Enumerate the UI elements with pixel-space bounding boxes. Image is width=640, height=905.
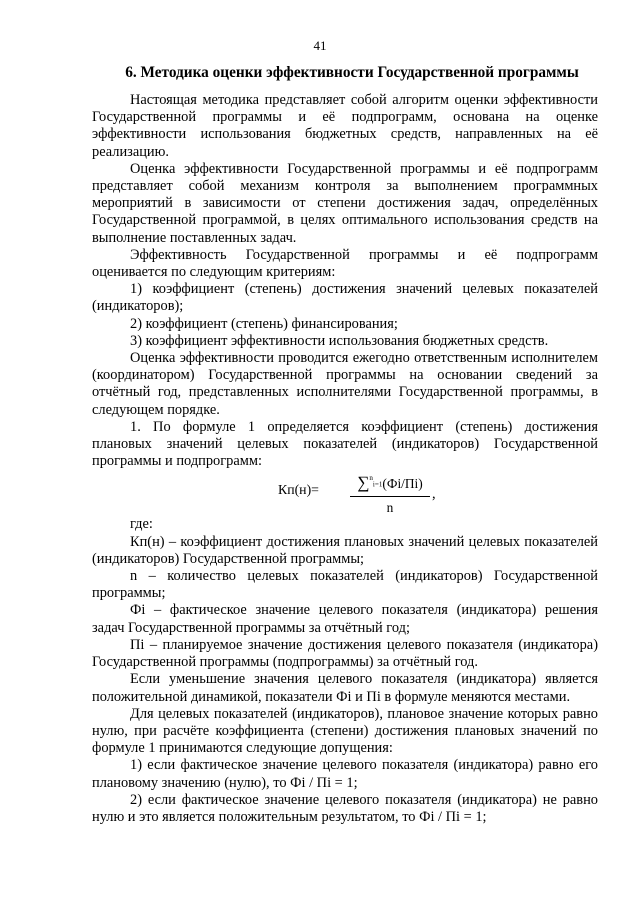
- list-item: 1) коэффициент (степень) достижения значений целевых показателей (индикаторов);: [92, 281, 598, 315]
- paragraph: Оценка эффективности проводится ежегодно ответственным исполнителем (координатором) Государственной программы на основании сведений за отчётный год, представленных исполнителями Государственной программы, в следующем порядке.: [92, 350, 598, 418]
- paragraph: Эффективность Государственной программы и её подпрограмм оценивается по следующим критериям:: [92, 246, 598, 281]
- paragraph: Для целевых показателей (индикаторов), плановое значение которых равно нулю, при расчёте коэффициента (степени) достижения плановых значений по формуле 1 принимаются следующие допущения:: [92, 705, 598, 757]
- definition-item: Пi – планируемое значение достижения целевого показателя (индикатора) Государственной программы (подпрограммы) за отчётный год.: [92, 636, 598, 671]
- formula-fraction: [350, 470, 430, 516]
- list-item: 2) если фактическое значение целевого показателя (индикатора) не равно нулю и это является положительным результатом, то Фi / Пi = 1;: [92, 791, 598, 825]
- formula-comma: ,: [432, 486, 436, 503]
- paragraph: Настоящая методика представляет собой алгоритм оценки эффективности Государственной программы и её подпрограмм, основана на оценке эффективности использования бюджетных средств, направленных на её реализацию.: [92, 92, 598, 160]
- list-item: 2) коэффициент (степень) финансирования;: [130, 315, 398, 332]
- paragraph: Если уменьшение значения целевого показателя (индикатора) является положительной динамикой, показатели Фi и Пi в формуле меняются местами.: [92, 671, 598, 705]
- formula-denominator: n: [386, 500, 394, 516]
- definition-item: n – количество целевых показателей (индикаторов) Государственной программы;: [92, 568, 598, 602]
- definition-item: Фi – фактическое значение целевого показателя (индикатора) решения задач Государственной программы за отчётный год;: [92, 602, 598, 636]
- sum-upper-limit: n: [369, 474, 373, 483]
- definition-item: Кп(н) – коэффициент достижения плановых значений целевых показателей (индикаторов) Государственной программы;: [92, 533, 598, 567]
- list-item: 1) если фактическое значение целевого показателя (индикатора) равно его плановому значению (нулю), то Фi / Пi = 1;: [92, 757, 598, 791]
- sum-lower-limit: i=1: [372, 480, 383, 489]
- formula-lhs: Кп(н)=: [278, 482, 319, 498]
- numerator-expression: (Фi/Пi): [382, 476, 423, 492]
- formula-1: [92, 470, 598, 516]
- paragraph: 1. По формуле 1 определяется коэффициент (степень) достижения плановых значений целевых показателей (индикаторов) Государственной программы и подпрограмм:: [92, 418, 598, 470]
- sum-sign: ∑: [357, 473, 370, 493]
- page-number: 41: [313, 38, 327, 53]
- formula-numerator: [350, 470, 430, 497]
- paragraph: где:: [130, 516, 153, 533]
- section-heading: 6. Методика оценки эффективности Государственной программы: [125, 64, 579, 81]
- paragraph: Оценка эффективности Государственной программы и её подпрограмм представляет собой механизм контроля за выполнением программных мероприятий в зависимости от степени достижения задач, определённых Государственной программой, в целях оптимального использования средств на выполнение поставленных задач.: [92, 160, 598, 246]
- body-text: [92, 92, 598, 826]
- list-item: 3) коэффициент эффективности использования бюджетных средств.: [130, 332, 549, 349]
